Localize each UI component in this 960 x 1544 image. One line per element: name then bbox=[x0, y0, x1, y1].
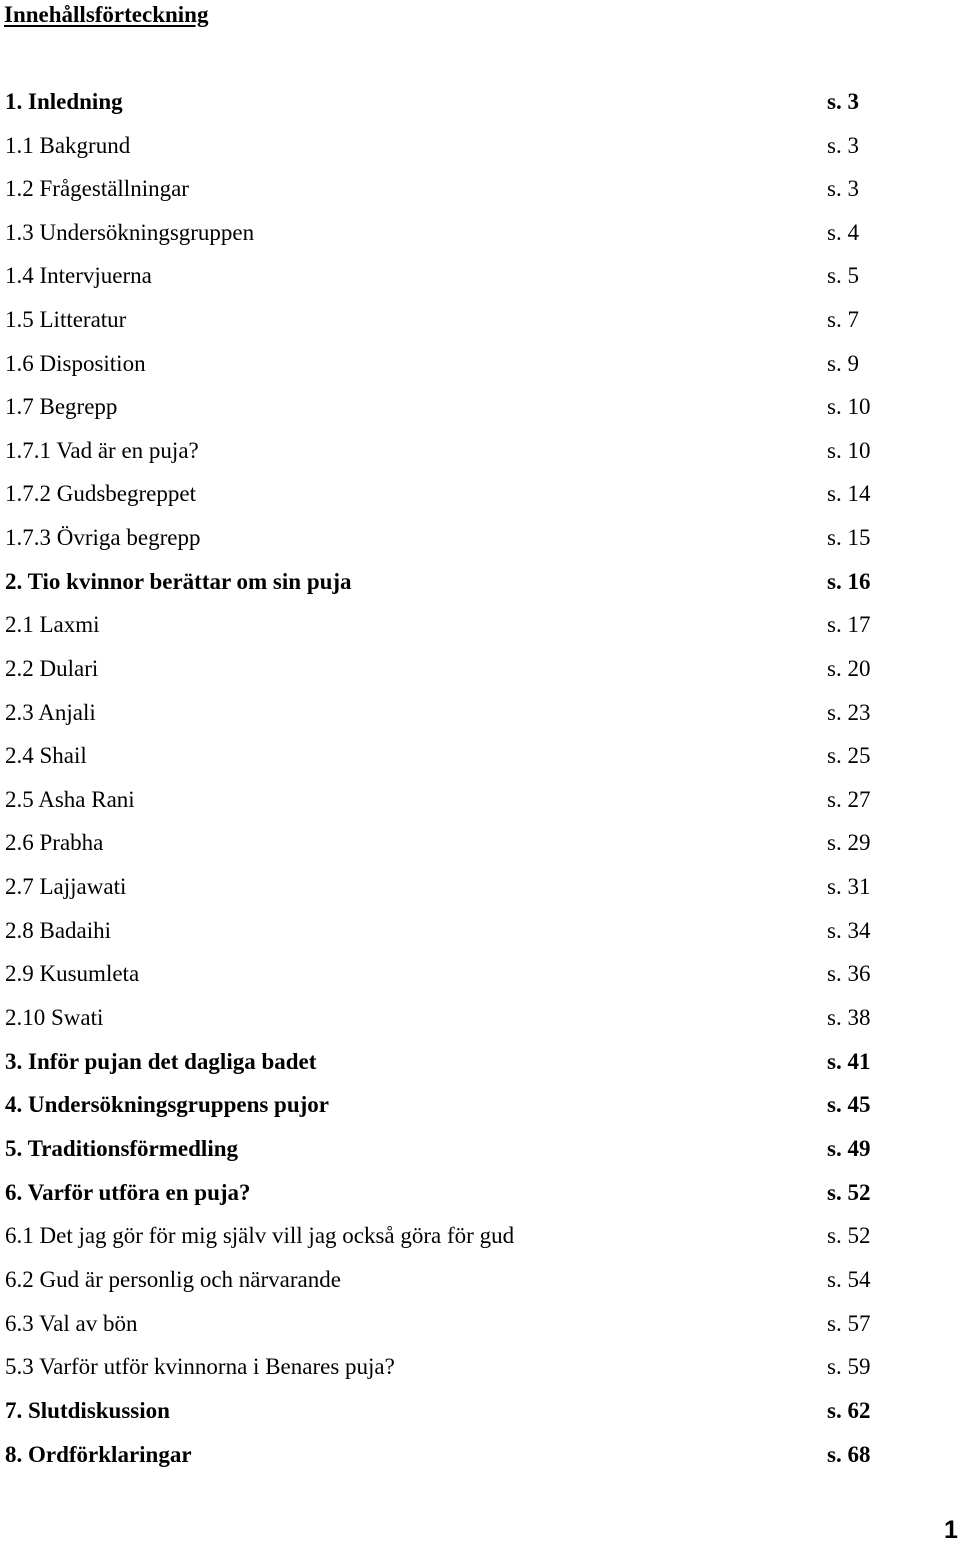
toc-entry-title: 1.1 Bakgrund bbox=[5, 133, 131, 158]
toc-entry-title: 2.10 Swati bbox=[5, 1005, 104, 1030]
toc-entry[interactable] bbox=[0, 1090, 960, 1120]
toc-entry-title: 2.3 Anjali bbox=[5, 700, 96, 725]
toc-entry-page: s. 5 bbox=[827, 263, 859, 288]
toc-entry[interactable] bbox=[0, 261, 960, 291]
toc-entry[interactable] bbox=[0, 872, 960, 902]
toc-entry-title: 1.5 Litteratur bbox=[5, 307, 127, 332]
toc-entry[interactable] bbox=[0, 916, 960, 946]
toc-entry[interactable] bbox=[0, 218, 960, 248]
toc-entry[interactable] bbox=[0, 1003, 960, 1033]
toc-entry-title: 2.6 Prabha bbox=[5, 830, 104, 855]
toc-entry-title: 1.2 Frågeställningar bbox=[5, 176, 189, 201]
toc-entry-page: s. 16 bbox=[827, 569, 871, 594]
toc-entry[interactable] bbox=[0, 567, 960, 597]
toc-entry-title: 2.1 Laxmi bbox=[5, 612, 100, 637]
toc-entry-title: 1.7 Begrepp bbox=[5, 394, 118, 419]
toc-entry-title: 1.7.3 Övriga begrepp bbox=[5, 525, 201, 550]
toc-entry[interactable] bbox=[0, 174, 960, 204]
toc-entry[interactable] bbox=[0, 1440, 960, 1470]
toc-entry[interactable] bbox=[0, 610, 960, 640]
toc-entry-title: 5.3 Varför utför kvinnorna i Benares puja? bbox=[5, 1354, 395, 1379]
toc-entry-title: 1. Inledning bbox=[5, 89, 123, 114]
toc-entry-page: s. 52 bbox=[827, 1223, 871, 1248]
toc-entry-page: s. 4 bbox=[827, 220, 859, 245]
toc-entry[interactable] bbox=[0, 305, 960, 335]
toc-entry-title: 1.7.1 Vad är en puja? bbox=[5, 438, 199, 463]
toc-entry-page: s. 7 bbox=[827, 307, 859, 332]
toc-entry-title: 2.4 Shail bbox=[5, 743, 87, 768]
toc-entry[interactable] bbox=[0, 1178, 960, 1208]
toc-entry-title: 2. Tio kvinnor berättar om sin puja bbox=[5, 569, 352, 594]
toc-entry-page: s. 14 bbox=[827, 481, 871, 506]
toc-entry[interactable] bbox=[0, 1396, 960, 1426]
toc-entry-title: 5. Traditionsförmedling bbox=[5, 1136, 238, 1161]
toc-entry-page: s. 3 bbox=[827, 89, 859, 114]
toc-entry[interactable] bbox=[0, 828, 960, 858]
toc-entry-page: s. 31 bbox=[827, 874, 871, 899]
toc-entry[interactable] bbox=[0, 392, 960, 422]
toc-entry[interactable] bbox=[0, 1221, 960, 1251]
toc-entry-page: s. 17 bbox=[827, 612, 871, 637]
toc-entry-page: s. 10 bbox=[827, 438, 871, 463]
toc-entry-title: 1.3 Undersökningsgruppen bbox=[5, 220, 255, 245]
toc-entry[interactable] bbox=[0, 436, 960, 466]
toc-entry-title: 4. Undersökningsgruppens pujor bbox=[5, 1092, 330, 1117]
toc-entry[interactable] bbox=[0, 349, 960, 379]
page-title: Innehållsförteckning bbox=[4, 2, 209, 27]
toc-entry[interactable] bbox=[0, 479, 960, 509]
toc-entry-page: s. 57 bbox=[827, 1311, 871, 1336]
toc-entry[interactable] bbox=[0, 654, 960, 684]
toc-entry-title: 7. Slutdiskussion bbox=[5, 1398, 170, 1423]
toc-entry-page: s. 34 bbox=[827, 918, 871, 943]
toc-entry-page: s. 3 bbox=[827, 133, 859, 158]
toc-entry-title: 6.1 Det jag gör för mig själv vill jag också göra för gud bbox=[5, 1223, 515, 1248]
toc-entry-page: s. 23 bbox=[827, 700, 871, 725]
toc-entry[interactable] bbox=[0, 1309, 960, 1339]
toc-entry-title: 1.7.2 Gudsbegreppet bbox=[5, 481, 196, 506]
toc-entry-title: 6.3 Val av bön bbox=[5, 1311, 138, 1336]
toc-entry-page: s. 52 bbox=[827, 1180, 871, 1205]
toc-entry[interactable] bbox=[0, 698, 960, 728]
toc-entry[interactable] bbox=[0, 1265, 960, 1295]
toc-entry-page: s. 3 bbox=[827, 176, 859, 201]
toc-entry-page: s. 36 bbox=[827, 961, 871, 986]
toc-entry[interactable] bbox=[0, 1047, 960, 1077]
toc-entry-page: s. 9 bbox=[827, 351, 859, 376]
toc-entry-page: s. 10 bbox=[827, 394, 871, 419]
toc-entry-title: 6. Varför utföra en puja? bbox=[5, 1180, 251, 1205]
toc-entry-title: 2.5 Asha Rani bbox=[5, 787, 135, 812]
toc-entry[interactable] bbox=[0, 959, 960, 989]
toc-entry-title: 2.9 Kusumleta bbox=[5, 961, 140, 986]
toc-entry-page: s. 29 bbox=[827, 830, 871, 855]
toc-entry-title: 2.8 Badaihi bbox=[5, 918, 112, 943]
toc-entry-title: 8. Ordförklaringar bbox=[5, 1442, 192, 1467]
toc-entry-page: s. 45 bbox=[827, 1092, 871, 1117]
page-number: 1 bbox=[944, 1516, 958, 1544]
toc-entry-title: 6.2 Gud är personlig och närvarande bbox=[5, 1267, 341, 1292]
toc-entry-page: s. 41 bbox=[827, 1049, 871, 1074]
toc-entry[interactable] bbox=[0, 785, 960, 815]
toc-entry-page: s. 68 bbox=[827, 1442, 871, 1467]
toc-entry-title: 2.2 Dulari bbox=[5, 656, 99, 681]
toc-entry-page: s. 38 bbox=[827, 1005, 871, 1030]
toc-entry[interactable] bbox=[0, 1134, 960, 1164]
toc-entry-page: s. 25 bbox=[827, 743, 871, 768]
toc-entry[interactable] bbox=[0, 131, 960, 161]
toc-entry-title: 3. Inför pujan det dagliga badet bbox=[5, 1049, 317, 1074]
toc-entry-page: s. 62 bbox=[827, 1398, 871, 1423]
toc-entry-title: 1.4 Intervjuerna bbox=[5, 263, 152, 288]
toc-entry-page: s. 15 bbox=[827, 525, 871, 550]
toc-entry-page: s. 49 bbox=[827, 1136, 871, 1161]
toc-entry[interactable] bbox=[0, 741, 960, 771]
toc-entry[interactable] bbox=[0, 87, 960, 117]
toc-entry-page: s. 27 bbox=[827, 787, 871, 812]
toc-entry-page: s. 54 bbox=[827, 1267, 871, 1292]
toc-entry-page: s. 20 bbox=[827, 656, 871, 681]
toc-entry-title: 2.7 Lajjawati bbox=[5, 874, 127, 899]
toc-entry-title: 1.6 Disposition bbox=[5, 351, 146, 376]
toc-entry[interactable] bbox=[0, 1352, 960, 1382]
toc-entry[interactable] bbox=[0, 523, 960, 553]
toc-entry-page: s. 59 bbox=[827, 1354, 871, 1379]
